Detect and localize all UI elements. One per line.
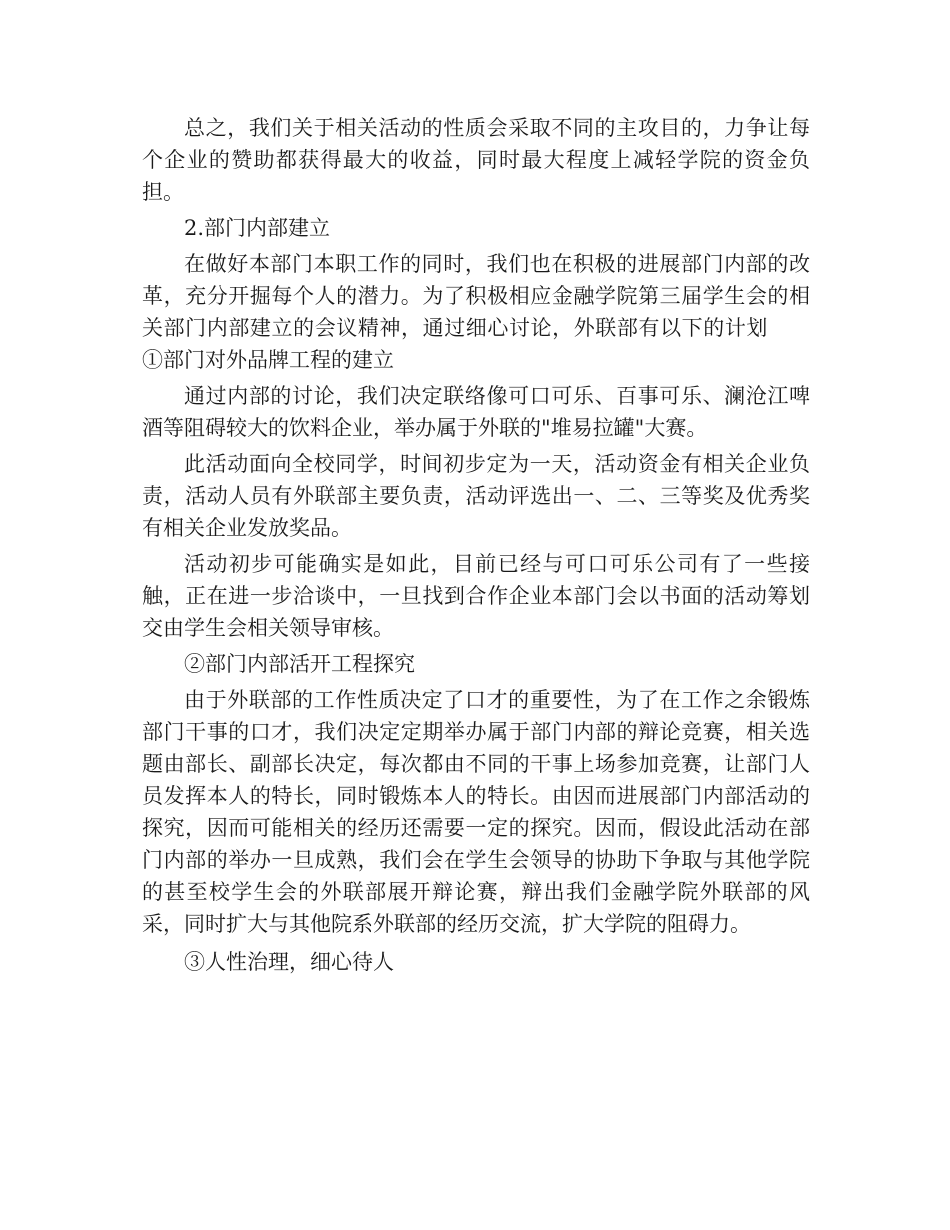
paragraph-can-stacking-contest: 通过内部的讨论，我们决定联络像可口可乐、百事可乐、澜沧江啤酒等阻碍较大的饮料企业，举办属于外联的"堆易拉罐"大赛。 — [142, 384, 810, 440]
paragraph-internal-reform — [142, 248, 810, 376]
subheading-internal-activities: ②部门内部活开工程探究 — [184, 652, 415, 676]
paragraph-summary: 总之，我们关于相关活动的性质会采取不同的主攻目的，力争让每个企业的赞助都获得最大的收益，同时最大程度上减轻学院的资金负担。 — [142, 116, 810, 204]
section-heading-internal-building: 2.部门内部建立 — [184, 216, 331, 240]
paragraph-activity-details: 此活动面向全校同学，时间初步定为一天，活动资金有相关企业负责，活动人员有外联部主要负责，活动评选出一、二、三等奖及优秀奖有相关企业发放奖品。 — [142, 452, 810, 540]
paragraph-debate-competition: 由于外联部的工作性质决定了口才的重要性，为了在工作之余锻炼部门干事的口才，我们决定定期举办属于部门内部的辩论竞赛，相关选题由部长、副部长决定，每次都由不同的干事上场参加竞赛，让部门人员发挥本人的特长，同时锻炼本人的特长。由因而进展部门内部活动的探究，因而可能相关的经历还需要一定的探究。因而，假设此活动在部门内部的举办一旦成熟，我们会在学生会领导的协助下争取与其他学院的甚至校学生会的外联部展开辩论赛，辩出我们金融学院外联部的风采，同时扩大与其他院系外联部的经历交流，扩大学院的阻碍力。 — [142, 688, 810, 936]
subheading-external-brand: ①部门对外品牌工程的建立 — [142, 348, 394, 372]
paragraph-internal-reform-text: 在做好本部门本职工作的同时，我们也在积极的进展部门内部的改革，充分开掘每个人的潜力。为了积极相应金融学院第三届学生会的相关部门内部建立的会议精神，通过细心讨论，外联部有以下的计划 — [142, 252, 810, 340]
subheading-humane-management: ③人性治理，细心待人 — [184, 950, 394, 974]
document-page — [142, 112, 810, 978]
paragraph-negotiation-progress: 活动初步可能确实是如此，目前已经与可口可乐公司有了一些接触，正在进一步洽谈中，一旦找到合作企业本部门会以书面的活动筹划交由学生会相关领导审核。 — [142, 552, 810, 640]
